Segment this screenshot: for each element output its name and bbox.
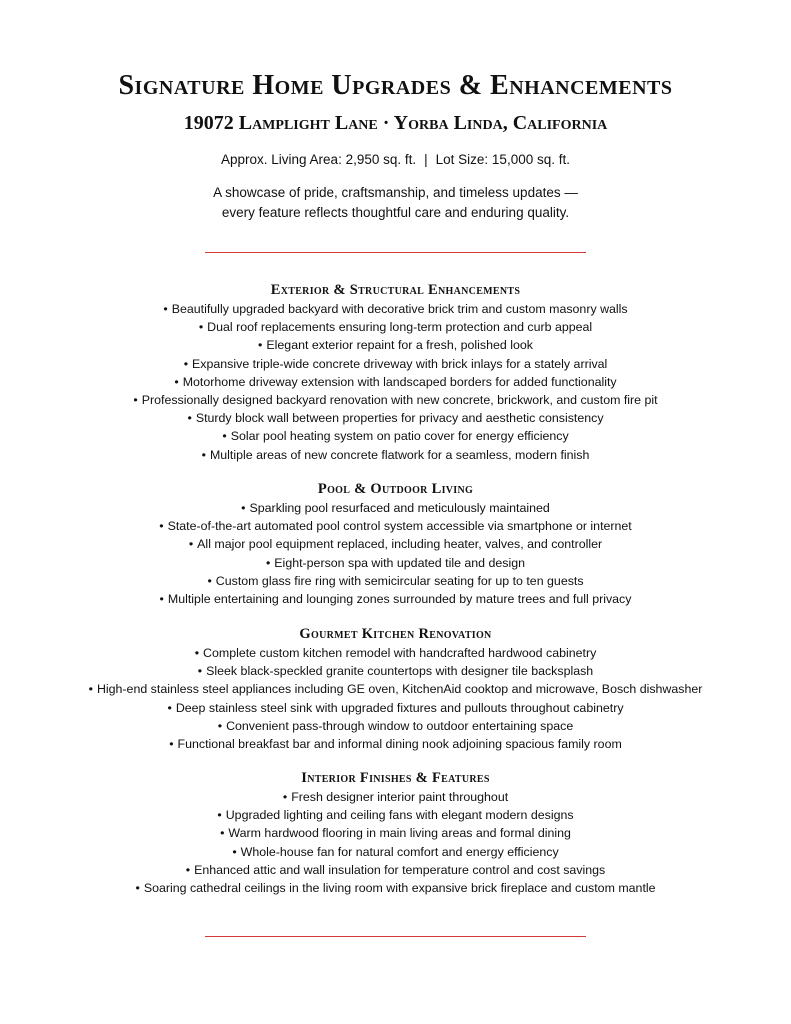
feature-text: State-of-the-art automated pool control system accessible via smartphone or internet: [167, 519, 632, 534]
feature-text: Professionally designed backyard renovation with new concrete, brickwork, and custom fire pit: [141, 392, 658, 407]
property-address: 19072 Lamplight Lane · Yorba Linda, California: [183, 112, 608, 134]
feature-text: Custom glass fire ring with semicircular seating for up to ten guests: [215, 573, 584, 588]
section-exterior: [0, 280, 791, 464]
bullet-icon: •: [169, 736, 174, 751]
bullet-icon: •: [222, 429, 227, 444]
bottom-divider: [205, 936, 586, 937]
feature-text: Whole-house fan for natural comfort and energy efficiency: [240, 844, 559, 859]
bullet-icon: •: [133, 392, 138, 407]
feature-text: Sparkling pool resurfaced and meticulously maintained: [249, 501, 550, 515]
feature-text: Multiple areas of new concrete flatwork for a seamless, modern finish: [209, 447, 590, 462]
bullet-icon: •: [183, 356, 189, 371]
top-divider: [205, 252, 586, 253]
section-kitchen: [0, 624, 791, 753]
property-stats: [0, 150, 791, 170]
feature-item: [0, 499, 791, 517]
bullet-icon: •: [232, 844, 237, 859]
tagline-line: every feature reflects thoughtful care and enduring quality.: [221, 205, 570, 220]
bullet-icon: •: [159, 519, 164, 534]
feature-item: [0, 391, 791, 409]
feature-text: Warm hardwood flooring in main living areas and formal dining: [228, 826, 571, 841]
feature-item: [0, 788, 791, 806]
feature-item: [0, 824, 791, 842]
feature-text: Multiple entertaining and lounging zones surrounded by mature trees and full privacy: [167, 591, 632, 606]
feature-item: [0, 318, 791, 336]
feature-item: [0, 336, 791, 354]
feature-item: [0, 409, 791, 427]
feature-text: High-end stainless steel appliances including GE oven, KitchenAid cooktop and microwave, Bosch dishwasher: [96, 682, 703, 697]
stats-separator: |: [424, 152, 428, 167]
feature-text: Eight-person spa with updated tile and design: [274, 555, 526, 570]
feature-text: Complete custom kitchen remodel with handcrafted hardwood cabinetry: [203, 646, 597, 660]
feature-text: Expansive triple-wide concrete driveway with brick inlays for a stately arrival: [192, 356, 608, 371]
feature-item: [0, 572, 791, 590]
bullet-icon: •: [174, 374, 179, 389]
feature-text: Sturdy block wall between properties for privacy and aesthetic consistency: [195, 411, 604, 426]
section-interior: [0, 768, 791, 897]
section-heading: Exterior & Structural Enhancements: [270, 282, 521, 298]
living-area: Approx. Living Area: 2,950 sq. ft.: [221, 152, 417, 167]
feature-list: [0, 788, 791, 897]
feature-text: Upgraded lighting and ceiling fans with elegant modern designs: [225, 808, 574, 823]
tagline-line: A showcase of pride, craftsmanship, and timeless updates —: [213, 185, 578, 200]
feature-item: [0, 590, 791, 608]
bullet-icon: •: [167, 700, 172, 715]
feature-list: [0, 499, 791, 608]
bullet-icon: •: [282, 790, 288, 804]
tagline: [0, 183, 791, 223]
feature-text: Enhanced attic and wall insulation for temperature control and cost savings: [194, 862, 606, 877]
feature-item: [0, 446, 791, 464]
document-title: Signature Home Upgrades & Enhancements: [118, 70, 673, 101]
bullet-icon: •: [265, 555, 271, 570]
feature-text: Soaring cathedral ceilings in the living room with expansive brick fireplace and custom mantle: [143, 880, 656, 895]
bullet-icon: •: [185, 862, 191, 877]
bullet-icon: •: [201, 447, 206, 462]
feature-item: [0, 300, 791, 318]
feature-item: [0, 517, 791, 535]
feature-text: Functional breakfast bar and informal dining nook adjoining spacious family room: [177, 736, 622, 751]
feature-text: Convenient pass-through window to outdoor entertaining space: [226, 718, 574, 733]
feature-text: Deep stainless steel sink with upgraded fixtures and pullouts throughout cabinetry: [175, 700, 624, 715]
bullet-icon: •: [258, 338, 263, 353]
bullet-icon: •: [207, 573, 212, 588]
bullet-icon: •: [241, 501, 246, 515]
feature-text: Solar pool heating system on patio cover for energy efficiency: [230, 429, 569, 444]
feature-item: [0, 554, 791, 572]
feature-list: [0, 644, 791, 753]
feature-item: [0, 427, 791, 445]
feature-item: [0, 717, 791, 735]
feature-item: [0, 662, 791, 680]
bullet-icon: •: [220, 826, 225, 841]
feature-item: [0, 861, 791, 879]
bullet-icon: •: [194, 646, 200, 660]
bullet-icon: •: [159, 591, 164, 606]
feature-text: Elegant exterior repaint for a fresh, polished look: [266, 338, 533, 353]
feature-item: [0, 735, 791, 753]
feature-text: Dual roof replacements ensuring long-term protection and curb appeal: [207, 320, 593, 335]
feature-text: Fresh designer interior paint throughout: [291, 790, 509, 804]
bullet-icon: •: [135, 880, 140, 895]
feature-text: Motorhome driveway extension with landscaped borders for added functionality: [182, 374, 617, 389]
feature-item: [0, 879, 791, 897]
bullet-icon: •: [197, 664, 203, 679]
feature-list: [0, 300, 791, 464]
feature-item: [0, 373, 791, 391]
bullet-icon: •: [217, 718, 223, 733]
section-heading: Gourmet Kitchen Renovation: [299, 626, 492, 642]
section-pool: [0, 479, 791, 608]
bullet-icon: •: [217, 808, 222, 823]
bullet-icon: •: [187, 411, 192, 426]
bullet-icon: •: [163, 302, 168, 316]
feature-item: [0, 699, 791, 717]
feature-item: [0, 680, 791, 698]
feature-item: [0, 535, 791, 553]
feature-item: [0, 806, 791, 824]
bullet-icon: •: [188, 537, 194, 552]
section-heading: Pool & Outdoor Living: [317, 481, 474, 497]
bullet-icon: •: [198, 320, 204, 335]
feature-item: [0, 843, 791, 861]
feature-item: [0, 355, 791, 373]
bullet-icon: •: [88, 682, 93, 697]
feature-text: Beautifully upgraded backyard with decorative brick trim and custom masonry walls: [171, 302, 628, 316]
feature-item: [0, 644, 791, 662]
feature-text: Sleek black-speckled granite countertops with designer tile backsplash: [206, 664, 594, 679]
lot-size: Lot Size: 15,000 sq. ft.: [435, 152, 570, 167]
section-heading: Interior Finishes & Features: [301, 770, 490, 786]
feature-text: All major pool equipment replaced, including heater, valves, and controller: [197, 537, 603, 552]
